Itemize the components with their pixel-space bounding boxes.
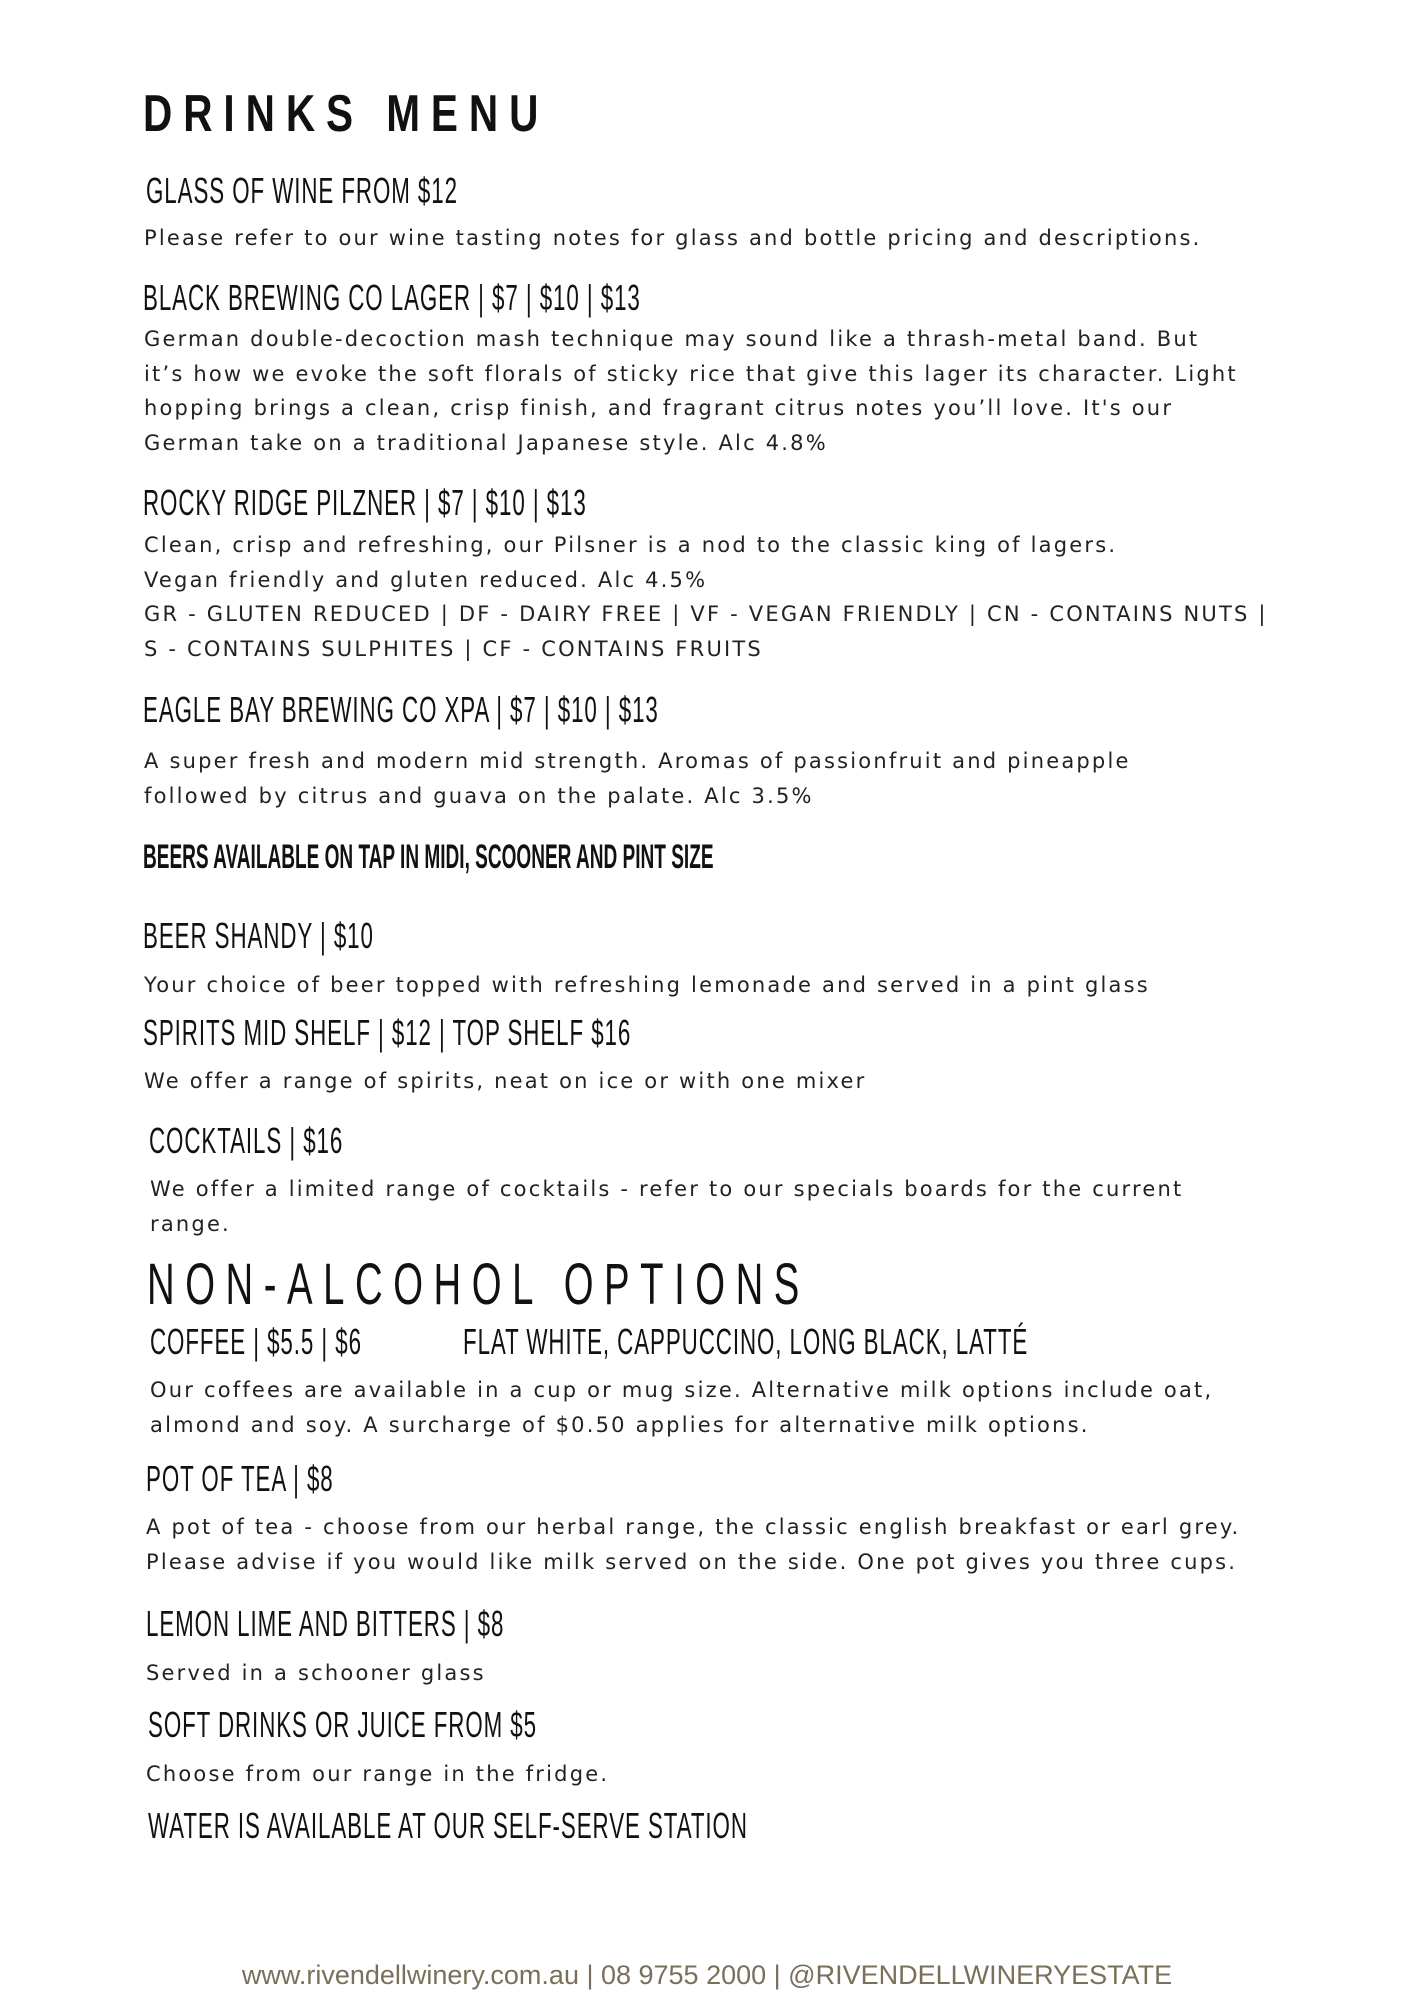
tea-desc-line: Please advise if you would like milk served on the side. One pot gives you three cups. <box>146 1550 1238 1574</box>
water-note: WATER IS AVAILABLE AT OUR SELF-SERVE STATION <box>148 1805 748 1846</box>
spirits-desc-line: We offer a range of spirits, neat on ice or with one mixer <box>144 1069 867 1093</box>
tea-heading: POT OF TEA | $8 <box>146 1458 334 1499</box>
lager-heading: BLACK BREWING CO LAGER | $7 | $10 | $13 <box>143 277 641 318</box>
page-title: DRINKS MENU <box>143 85 550 143</box>
tea-desc-line: A pot of tea - choose from our herbal range, the classic english breakfast or earl grey. <box>146 1515 1241 1539</box>
footer-contact: www.rivendellwinery.com.au | 08 9755 2000 | @RIVENDELLWINERYESTATE <box>241 1960 1173 1990</box>
coffee-heading: COFFEE | $5.5 | $6 <box>150 1321 362 1362</box>
xpa-desc-line: A super fresh and modern mid strength. Aromas of passionfruit and pineapple <box>144 749 1131 773</box>
dietary-legend-line: S - CONTAINS SULPHITES | CF - CONTAINS FRUITS <box>144 637 763 661</box>
cocktails-heading: COCKTAILS | $16 <box>149 1120 344 1161</box>
llb-desc-line: Served in a schooner glass <box>146 1661 486 1685</box>
coffee-types: FLAT WHITE, CAPPUCCINO, LONG BLACK, LATTÉ <box>463 1321 1029 1362</box>
dietary-legend-line: GR - GLUTEN REDUCED | DF - DAIRY FREE | VF - VEGAN FRIENDLY | CN - CONTAINS NUTS | <box>144 602 1268 626</box>
tap-note: BEERS AVAILABLE ON TAP IN MIDI, SCOONER AND PINT SIZE <box>143 838 714 876</box>
coffee-desc-line: almond and soy. A surcharge of $0.50 applies for alternative milk options. <box>150 1413 1090 1437</box>
lager-desc-line: German take on a traditional Japanese style. Alc 4.8% <box>144 431 828 455</box>
non-alcohol-title: NON-ALCOHOL OPTIONS <box>147 1252 810 1317</box>
llb-heading: LEMON LIME AND BITTERS | $8 <box>146 1603 505 1644</box>
cocktails-desc-line: range. <box>150 1212 231 1236</box>
xpa-desc-line: followed by citrus and guava on the palate. Alc 3.5% <box>144 784 814 808</box>
pilzner-desc-line: Vegan friendly and gluten reduced. Alc 4.5% <box>144 568 708 592</box>
lager-desc-line: hopping brings a clean, crisp finish, and fragrant citrus notes you’ll love. It's our <box>144 396 1174 420</box>
wine-desc-line: Please refer to our wine tasting notes for glass and bottle pricing and descriptions. <box>144 226 1202 250</box>
xpa-heading: EAGLE BAY BREWING CO XPA | $7 | $10 | $13 <box>143 689 659 730</box>
spirits-heading: SPIRITS MID SHELF | $12 | TOP SHELF $16 <box>143 1012 632 1053</box>
lager-desc-line: German double-decoction mash technique may sound like a thrash-metal band. But <box>144 327 1200 351</box>
wine-heading: GLASS OF WINE FROM $12 <box>146 170 458 211</box>
coffee-desc-line: Our coffees are available in a cup or mug size. Alternative milk options include oat, <box>150 1378 1214 1402</box>
soft-drinks-heading: SOFT DRINKS OR JUICE FROM $5 <box>148 1704 537 1745</box>
shandy-desc-line: Your choice of beer topped with refreshing lemonade and served in a pint glass <box>144 973 1150 997</box>
cocktails-desc-line: We offer a limited range of cocktails - refer to our specials boards for the current <box>150 1177 1184 1201</box>
pilzner-desc-line: Clean, crisp and refreshing, our Pilsner is a nod to the classic king of lagers. <box>144 533 1118 557</box>
shandy-heading: BEER SHANDY | $10 <box>143 915 374 956</box>
soft-drinks-desc-line: Choose from our range in the fridge. <box>146 1762 610 1786</box>
lager-desc-line: it’s how we evoke the soft florals of sticky rice that give this lager its character. Light <box>144 362 1238 386</box>
pilzner-heading: ROCKY RIDGE PILZNER | $7 | $10 | $13 <box>143 482 587 523</box>
